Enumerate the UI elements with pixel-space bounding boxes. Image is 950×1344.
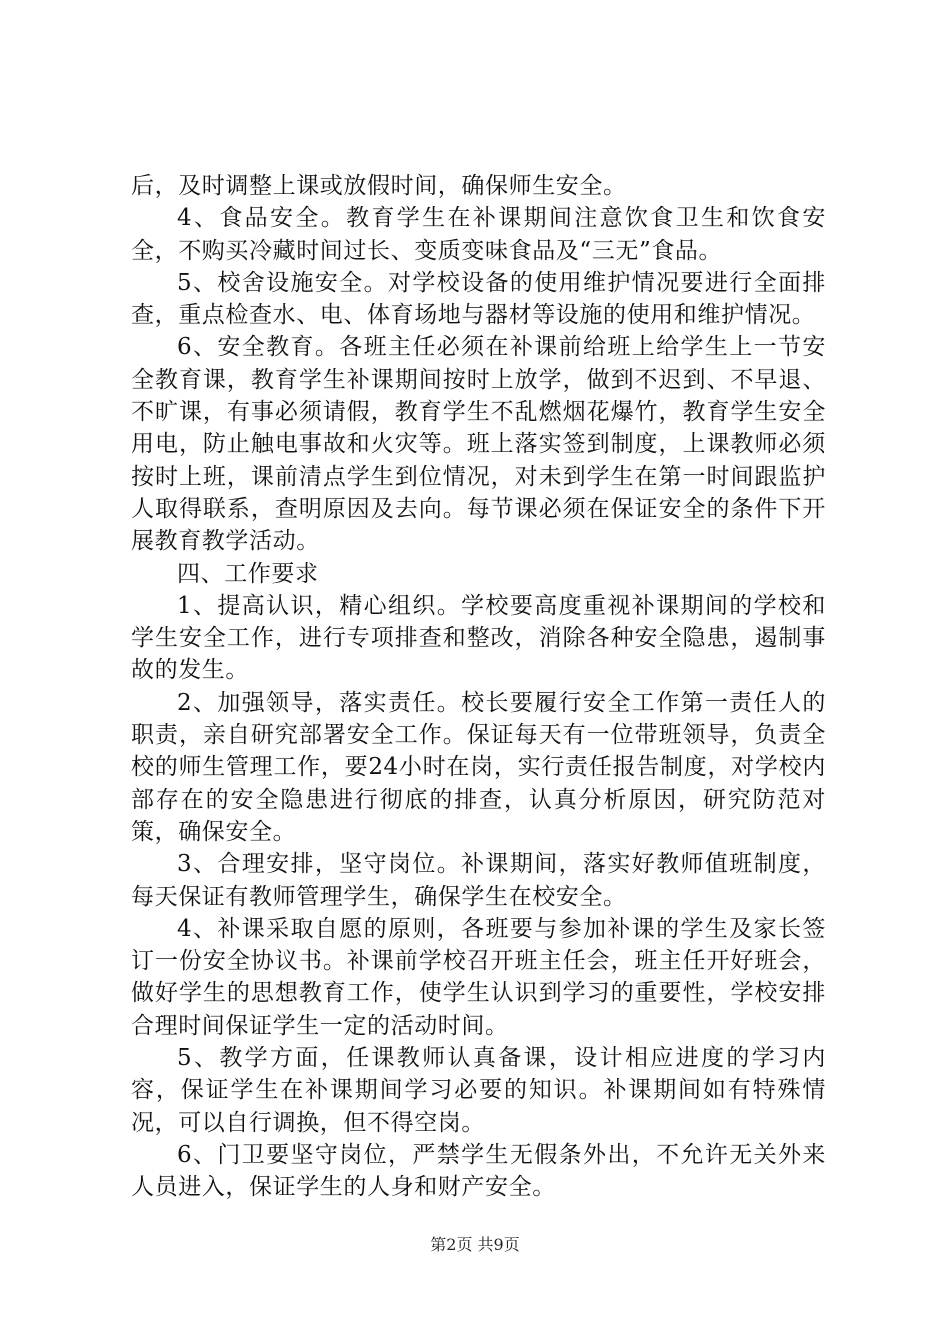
paragraph-requirement-5: 5、教学方面，任课教师认真备课，设计相应进度的学习内容，保证学生在补课期间学习必要的知识。补课期间如有特殊情况，可以自行调换，但不得空岗。 <box>131 1045 826 1136</box>
paragraph-requirement-2: 2、加强领导，落实责任。校长要履行安全工作第一责任人的职责，亲自研究部署安全工作。保证每天有一位带班领导，负责全校的师生管理工作，要24小时在岗，实行责任报告制度，对学校内部存在的安全隐患进行彻底的排查，认真分析原因，研究防范对策，确保安全。 <box>131 689 826 845</box>
paragraph-requirement-4: 4、补课采取自愿的原则，各班要与参加补课的学生及家长签订一份安全协议书。补课前学校召开班主任会，班主任开好班会，做好学生的思想教育工作，使学生认识到学习的重要性，学校安排合理时间保证学生一定的活动时间。 <box>131 915 826 1039</box>
paragraph-facility-safety: 5、校舍设施安全。对学校设备的使用维护情况要进行全面排查，重点检查水、电、体育场地与器材等设施的使用和维护情况。 <box>131 269 826 329</box>
document-body <box>131 170 826 1204</box>
page-number-footer: 第2页 共9页 <box>430 1235 520 1254</box>
paragraph-requirement-3: 3、合理安排，坚守岗位。补课期间，落实好教师值班制度，每天保证有教师管理学生，确保学生在校安全。 <box>131 851 826 910</box>
paragraph-continuation: 后，及时调整上课或放假时间，确保师生安全。 <box>131 173 627 199</box>
paragraph-requirement-1: 1、提高认识，精心组织。学校要高度重视补课期间的学校和学生安全工作，进行专项排查和整改，消除各种安全隐患，遏制事故的发生。 <box>131 592 826 684</box>
paragraph-safety-education: 6、安全教育。各班主任必须在补课前给班上给学生上一节安全教育课，教育学生补课期间按时上放学，做到不迟到、不早退、不旷课，有事必须请假，教育学生不乱燃烟花爆竹，教育学生安全用电，防止触电事故和火灾等。班上落实签到制度，上课教师必须按时上班，课前清点学生到位情况，对未到学生在第一时间跟监护人取得联系，查明原因及去向。每节课必须在保证安全的条件下开展教育教学活动。 <box>131 334 826 555</box>
paragraph-food-safety: 4、食品安全。教育学生在补课期间注意饮食卫生和饮食安全，不购买冷藏时间过长、变质变味食品及“三无”食品。 <box>131 205 826 264</box>
paragraph-requirement-6: 6、门卫要坚守岗位，严禁学生无假条外出，不允许无关外来人员进入，保证学生的人身和财产安全。 <box>131 1141 826 1201</box>
section-heading-work-requirements: 四、工作要求 <box>177 560 319 587</box>
